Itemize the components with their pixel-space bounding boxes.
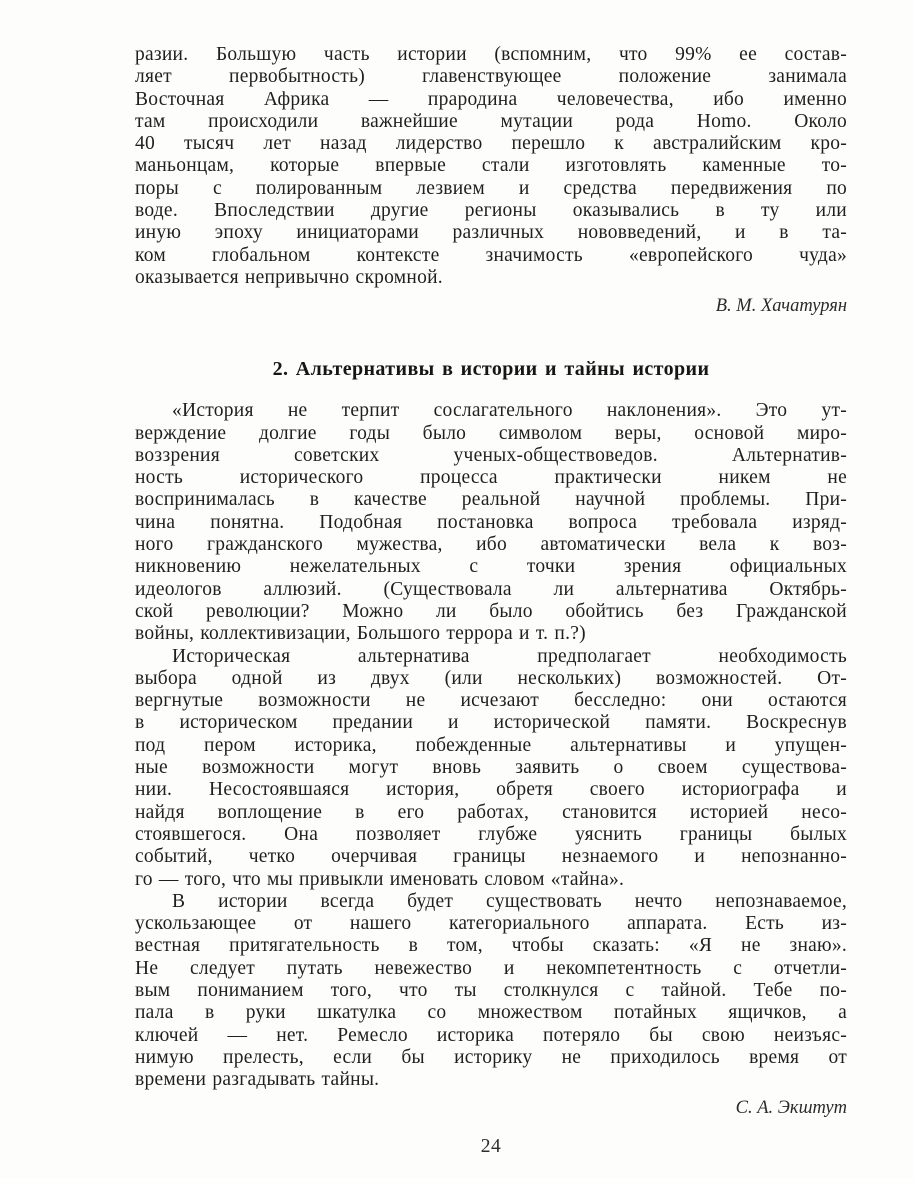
text-line: Восточная Африка — прародина человечества, ибо именно xyxy=(135,88,847,110)
text-block xyxy=(135,44,847,1158)
text-line: 40 тысяч лет назад лидерство перешло к австралийским кро- xyxy=(135,133,847,155)
text-line: воде. Впоследствии другие регионы оказывались в ту или xyxy=(135,200,847,222)
text-line: го — того, что мы привыкли именовать словом «тайна». xyxy=(135,868,625,890)
text-line: ускользающее от нашего категориального аппарата. Есть из- xyxy=(135,913,847,935)
paragraph-alternatives-intro xyxy=(135,400,847,645)
text-line: выбора одной из двух (или нескольких) возможностей. От- xyxy=(135,667,847,689)
text-line: ляет первобытность) главенствующее положение занимала xyxy=(135,66,847,88)
text-line: ность исторического процесса практически никем не xyxy=(135,467,847,489)
text-line: В истории всегда будет существовать нечто непознаваемое, xyxy=(172,890,847,912)
text-line: разии. Большую часть истории (вспомним, что 99% ее состав- xyxy=(135,44,847,65)
paragraph-continuation xyxy=(135,44,847,289)
paragraph-historical-alternative xyxy=(135,646,847,891)
text-line: чина понятна. Подобная постановка вопроса требовала изряд- xyxy=(135,511,847,533)
text-line: ключей — нет. Ремесло историка потеряло бы свою неизъяс- xyxy=(135,1024,847,1046)
text-line: ного гражданского мужества, ибо автоматически вела к воз- xyxy=(135,534,847,556)
text-line: верждение долгие годы было символом веры, основой миро- xyxy=(135,422,847,444)
text-line: воспринималась в качестве реальной научной проблемы. При- xyxy=(135,489,847,511)
text-line: «История не терпит сослагательного наклонения». Это ут- xyxy=(172,400,847,422)
text-line: оказывается непривычно скромной. xyxy=(135,266,443,288)
text-line: ком глобальном контексте значимость «европейского чуда» xyxy=(135,244,847,266)
text-line: вергнутые возможности не исчезают бесследно: они остаются xyxy=(135,690,847,712)
text-line: нии. Несостоявшаяся история, обретя своего историографа и xyxy=(135,779,847,801)
text-line: Историческая альтернатива предполагает необходимость xyxy=(172,645,847,667)
text-line: пала в руки шкатулка со множеством потайных ящичков, а xyxy=(135,1002,847,1024)
author-attribution-khachaturyan: В. М. Хачатурян xyxy=(715,296,847,317)
section-heading: 2. Альтернативы в истории и тайны истории xyxy=(272,358,710,381)
text-line: войны, коллективизации, Большого террора и т. п.?) xyxy=(135,623,586,645)
text-line: найдя воплощение в его работах, становится историей несо- xyxy=(135,801,847,823)
text-line: в историческом предании и исторической памяти. Воскреснув xyxy=(135,712,847,734)
text-line: под пером историка, побежденные альтернативы и упущен- xyxy=(135,734,847,756)
page-number: 24 xyxy=(480,1136,502,1158)
text-line: вестная притягательность в том, чтобы сказать: «Я не знаю». xyxy=(135,935,847,957)
text-line: ные возможности могут вновь заявить о своем существова- xyxy=(135,757,847,779)
text-line: никновению нежелательных с точки зрения официальных xyxy=(135,556,847,578)
text-line: поры с полированным лезвием и средства передвижения по xyxy=(135,177,847,199)
text-line: стоявшегося. Она позволяет глубже уяснить границы былых xyxy=(135,823,847,845)
text-line: воззрения советских ученых-обществоведов. Альтернатив- xyxy=(135,444,847,466)
text-line: идеологов аллюзий. (Существовала ли альтернатива Октябрь- xyxy=(135,578,847,600)
text-line: вым пониманием того, что ты столкнулся с тайной. Тебе по- xyxy=(135,979,847,1001)
text-line: Не следует путать невежество и некомпетентность с отчетли- xyxy=(135,957,847,979)
paragraph-mystery-of-history xyxy=(135,891,847,1092)
text-line: иную эпоху инициаторами различных нововведений, и в та- xyxy=(135,222,847,244)
text-line: нимую прелесть, если бы историку не приходилось время от xyxy=(135,1046,847,1068)
text-line: маньонцам, которые впервые стали изготовлять каменные то- xyxy=(135,155,847,177)
text-line: времени разгадывать тайны. xyxy=(135,1069,380,1091)
text-line: событий, четко очерчивая границы незнаемого и непознанно- xyxy=(135,846,847,868)
text-line: ской революции? Можно ли было обойтись без Гражданской xyxy=(135,600,847,622)
author-attribution-ekshtut: С. А. Экштут xyxy=(735,1098,847,1119)
text-line: там происходили важнейшие мутации рода Homo. Около xyxy=(135,110,847,132)
